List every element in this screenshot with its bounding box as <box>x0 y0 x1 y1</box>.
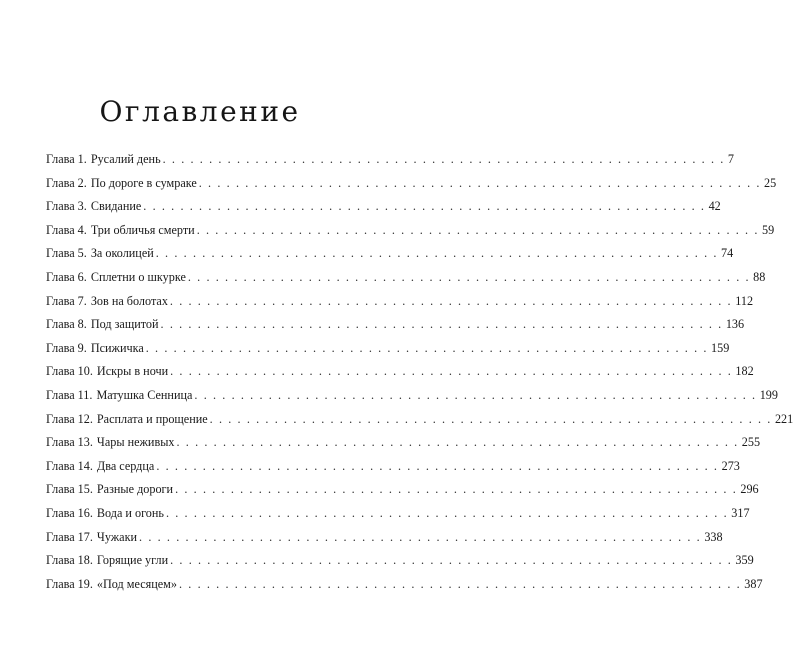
dot-leader: . . . . . . . . . . . . . . . . . . . . . . . . . . . . . . . . . . . . . . . . . . . . . . . . . . . . . . . . . . . . . <box>156 458 719 473</box>
chapter-number: Глава 6. <box>46 269 87 284</box>
chapter-title: Сплетни о шкурке <box>90 269 186 284</box>
chapter-title: По дороге в сумраке <box>90 175 197 190</box>
toc-entry <box>46 360 754 384</box>
toc-entry <box>46 431 761 455</box>
chapter-number: Глава 10. <box>46 364 93 379</box>
page-title: Оглавление <box>99 95 301 128</box>
chapter-title: Чужаки <box>96 529 138 544</box>
chapter-title: Три обличья смерти <box>90 222 195 237</box>
chapter-title: «Под месяцем» <box>96 576 177 591</box>
chapter-number: Глава 3. <box>46 199 87 214</box>
dot-leader: . . . . . . . . . . . . . . . . . . . . . . . . . . . . . . . . . . . . . . . . . . . . . . . . . . . . . . . . . . . . . <box>175 482 738 497</box>
page-number: 74 <box>721 246 734 261</box>
page-number: 387 <box>744 576 763 591</box>
chapter-title: Псижичка <box>90 340 144 355</box>
chapter-number: Глава 7. <box>46 293 87 308</box>
toc-entry <box>46 148 734 172</box>
chapter-number: Глава 12. <box>46 411 93 426</box>
dot-leader: . . . . . . . . . . . . . . . . . . . . . . . . . . . . . . . . . . . . . . . . . . . . . . . . . . . . . . . . . . . . . <box>196 222 759 237</box>
page-number: 317 <box>731 505 750 520</box>
chapter-title: Расплата и прощение <box>96 411 208 426</box>
dot-leader: . . . . . . . . . . . . . . . . . . . . . . . . . . . . . . . . . . . . . . . . . . . . . . . . . . . . . . . . . . . . . <box>139 529 702 544</box>
dot-leader: . . . . . . . . . . . . . . . . . . . . . . . . . . . . . . . . . . . . . . . . . . . . . . . . . . . . . . . . . . . . . <box>187 269 751 284</box>
toc-entry <box>46 337 730 361</box>
toc-entry <box>46 408 793 432</box>
toc-entry <box>46 195 721 219</box>
page-number: 221 <box>774 411 793 426</box>
toc-entry <box>46 573 763 597</box>
dot-leader: . . . . . . . . . . . . . . . . . . . . . . . . . . . . . . . . . . . . . . . . . . . . . . . . . . . . . . . . . . . . . <box>169 293 733 308</box>
chapter-number: Глава 19. <box>46 576 93 591</box>
toc-entry <box>46 313 745 337</box>
dot-leader: . . . . . . . . . . . . . . . . . . . . . . . . . . . . . . . . . . . . . . . . . . . . . . . . . . . . . . . . . . . . . <box>165 505 729 520</box>
dot-leader: . . . . . . . . . . . . . . . . . . . . . . . . . . . . . . . . . . . . . . . . . . . . . . . . . . . . . . . . . . . . . <box>209 411 772 426</box>
chapter-number: Глава 8. <box>46 317 87 332</box>
chapter-title: Зов на болотах <box>90 293 168 308</box>
dot-leader: . . . . . . . . . . . . . . . . . . . . . . . . . . . . . . . . . . . . . . . . . . . . . . . . . . . . . . . . . . . . . <box>198 175 762 190</box>
chapter-number: Глава 13. <box>46 435 93 450</box>
dot-leader: . . . . . . . . . . . . . . . . . . . . . . . . . . . . . . . . . . . . . . . . . . . . . . . . . . . . . . . . . . . . . <box>194 387 757 402</box>
toc-entry <box>46 290 754 314</box>
page-number: 338 <box>704 529 723 544</box>
page-number: 42 <box>708 199 721 214</box>
page-number: 296 <box>740 482 759 497</box>
chapter-title: За околицей <box>90 246 154 261</box>
chapter-number: Глава 16. <box>46 505 93 520</box>
page-number: 59 <box>761 222 775 237</box>
page-number: 255 <box>741 435 761 450</box>
toc-entry <box>46 526 723 550</box>
chapter-number: Глава 11. <box>46 387 93 402</box>
chapter-number: Глава 2. <box>46 175 87 190</box>
page-number: 273 <box>721 458 740 473</box>
page-number: 7 <box>727 152 734 166</box>
chapter-title: Два сердца <box>96 458 155 473</box>
toc-entry <box>46 219 775 243</box>
toc-entry <box>46 172 777 196</box>
chapter-title: Чары неживых <box>96 435 175 450</box>
toc-entry <box>46 384 778 408</box>
chapter-title: Под защитой <box>90 317 159 332</box>
chapter-number: Глава 17. <box>46 529 93 544</box>
chapter-title: Горящие угли <box>96 553 169 568</box>
dot-leader: . . . . . . . . . . . . . . . . . . . . . . . . . . . . . . . . . . . . . . . . . . . . . . . . . . . . . . . . . . . . . <box>176 435 739 450</box>
toc-entry <box>46 242 734 266</box>
page-number: 182 <box>735 364 754 379</box>
chapter-title: Разные дороги <box>96 482 174 497</box>
dot-leader: . . . . . . . . . . . . . . . . . . . . . . . . . . . . . . . . . . . . . . . . . . . . . . . . . . . . . . . . . . . . . <box>143 199 706 214</box>
dot-leader: . . . . . . . . . . . . . . . . . . . . . . . . . . . . . . . . . . . . . . . . . . . . . . . . . . . . . . . . . . . . . <box>170 553 733 568</box>
dot-leader: . . . . . . . . . . . . . . . . . . . . . . . . . . . . . . . . . . . . . . . . . . . . . . . . . . . . . . . . . . . . . <box>162 152 725 166</box>
toc-list <box>46 148 793 596</box>
chapter-title: Вода и огонь <box>96 505 164 520</box>
chapter-title: Свидание <box>90 199 142 214</box>
page-number: 112 <box>735 293 754 308</box>
chapter-number: Глава 1. <box>46 152 87 166</box>
page-number: 159 <box>711 340 730 355</box>
toc-entry <box>46 266 766 290</box>
chapter-number: Глава 14. <box>46 458 93 473</box>
chapter-number: Глава 18. <box>46 553 93 568</box>
page-number: 25 <box>764 175 777 190</box>
chapter-number: Глава 15. <box>46 482 93 497</box>
dot-leader: . . . . . . . . . . . . . . . . . . . . . . . . . . . . . . . . . . . . . . . . . . . . . . . . . . . . . . . . . . . . . <box>170 364 733 379</box>
page-number: 136 <box>725 317 745 332</box>
toc-entry <box>46 478 759 502</box>
page-number: 359 <box>735 553 754 568</box>
toc-entry <box>46 549 754 573</box>
toc-entry <box>46 455 740 479</box>
chapter-number: Глава 9. <box>46 340 87 355</box>
dot-leader: . . . . . . . . . . . . . . . . . . . . . . . . . . . . . . . . . . . . . . . . . . . . . . . . . . . . . . . . . . . . . <box>160 317 723 332</box>
chapter-title: Русалий день <box>90 152 161 166</box>
toc-entry <box>46 502 750 526</box>
chapter-number: Глава 5. <box>46 246 87 261</box>
chapter-title: Искры в ночи <box>96 364 169 379</box>
page-number: 199 <box>759 387 778 402</box>
dot-leader: . . . . . . . . . . . . . . . . . . . . . . . . . . . . . . . . . . . . . . . . . . . . . . . . . . . . . . . . . . . . . <box>178 576 742 591</box>
dot-leader: . . . . . . . . . . . . . . . . . . . . . . . . . . . . . . . . . . . . . . . . . . . . . . . . . . . . . . . . . . . . . <box>145 340 709 355</box>
page-number: 88 <box>753 269 766 284</box>
dot-leader: . . . . . . . . . . . . . . . . . . . . . . . . . . . . . . . . . . . . . . . . . . . . . . . . . . . . . . . . . . . . . <box>155 246 719 261</box>
chapter-number: Глава 4. <box>46 222 87 237</box>
chapter-title: Матушка Сенница <box>96 387 193 402</box>
